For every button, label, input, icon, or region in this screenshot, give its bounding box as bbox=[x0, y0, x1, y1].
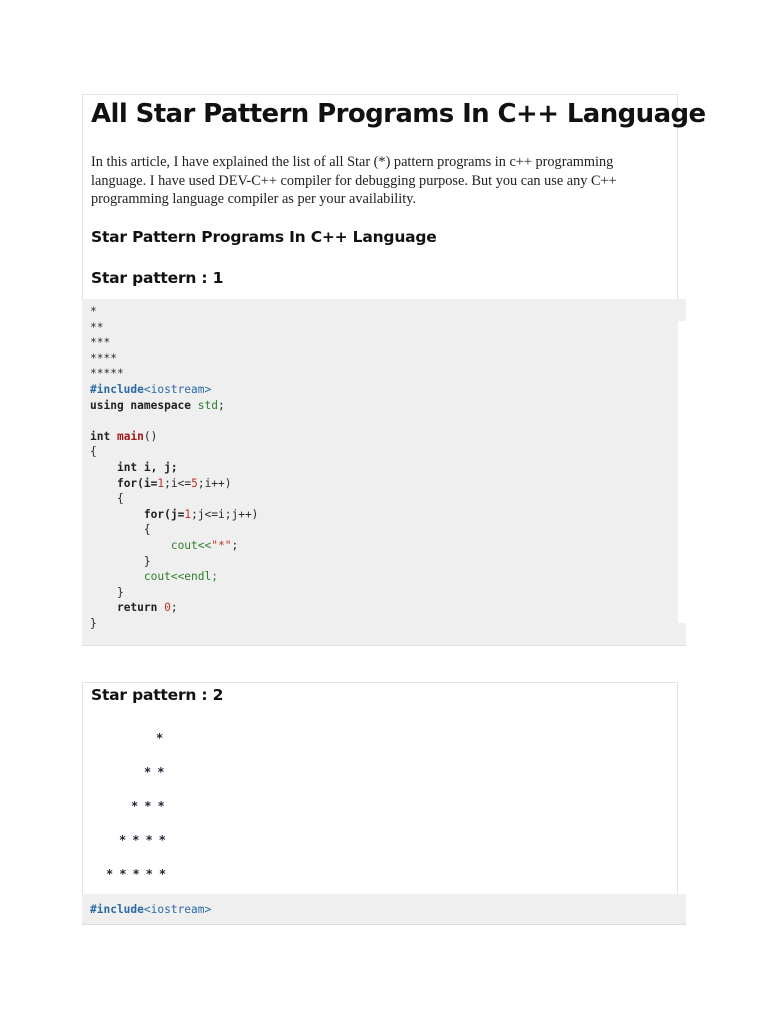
output-line: ***** bbox=[90, 367, 124, 381]
return-value: 0 bbox=[164, 601, 171, 615]
output-line: ** bbox=[90, 320, 104, 334]
for-outer-n1: 1 bbox=[157, 476, 165, 490]
for-inner-b: ;j<=i;j++) bbox=[191, 507, 259, 521]
star-row: **** bbox=[119, 833, 172, 847]
declaration: int i, j; bbox=[116, 460, 178, 474]
cout-end: ; bbox=[231, 538, 239, 552]
for-outer-a: for(i= bbox=[116, 476, 158, 490]
for-outer-b: ;i<= bbox=[164, 476, 192, 490]
namespace-std: std bbox=[197, 398, 218, 412]
star-row: * bbox=[156, 731, 170, 745]
for-outer-n2: 5 bbox=[191, 476, 198, 490]
star-row: ***** bbox=[106, 867, 173, 881]
code-listing-pattern2 bbox=[90, 902, 211, 918]
inner2-open-brace: { bbox=[143, 523, 151, 537]
pattern2-heading: Star pattern : 2 bbox=[91, 686, 224, 704]
pattern1-heading: Star pattern : 1 bbox=[91, 269, 224, 287]
main-function: main bbox=[116, 429, 144, 443]
main-paren: () bbox=[143, 429, 158, 443]
cout-string: "*" bbox=[211, 538, 232, 552]
include-header: <iostream> bbox=[143, 382, 212, 396]
output-line: *** bbox=[90, 336, 111, 350]
star-row: *** bbox=[131, 799, 171, 813]
inner2-close-brace: } bbox=[143, 554, 151, 568]
for-outer-c: ;i++) bbox=[197, 476, 232, 490]
cout-stmt: cout<< bbox=[170, 538, 212, 552]
pattern2-output-image bbox=[83, 683, 677, 894]
article-title: All Star Pattern Programs In C++ Language bbox=[91, 99, 706, 129]
code-block-pattern1[interactable] bbox=[82, 299, 686, 646]
article-intro: In this article, I have explained the list of all Star (*) pattern programs in c++ programming language. I have used DEV-C++ compiler for debugging purpose. But you can use any C++ programming language compiler as per your availability. bbox=[91, 154, 617, 207]
include-header: <iostream> bbox=[143, 903, 212, 916]
close-brace: } bbox=[90, 616, 97, 630]
code-block-pattern2[interactable] bbox=[82, 894, 686, 925]
return-keyword: return bbox=[116, 601, 165, 615]
code-block-scroll-edge bbox=[678, 321, 686, 623]
for-inner-a: for(j= bbox=[143, 507, 185, 521]
pattern2-card bbox=[82, 682, 678, 894]
for-inner-n1: 1 bbox=[184, 507, 192, 521]
code-listing-pattern1 bbox=[90, 304, 258, 631]
output-line: * bbox=[90, 305, 97, 318]
include-directive: #include bbox=[90, 382, 144, 396]
inner-open-brace: { bbox=[116, 492, 124, 506]
article-header-card bbox=[82, 94, 706, 299]
inner-close-brace: } bbox=[116, 585, 124, 599]
using-end: ; bbox=[218, 398, 225, 412]
return-end: ; bbox=[170, 601, 178, 615]
int-keyword: int bbox=[90, 429, 111, 443]
endl-stmt: cout<<endl; bbox=[143, 570, 218, 584]
output-line: **** bbox=[90, 351, 117, 365]
using-keyword: using namespace bbox=[90, 398, 198, 412]
section-heading: Star Pattern Programs In C++ Language bbox=[91, 228, 437, 246]
open-brace: { bbox=[90, 445, 97, 459]
include-directive: #include bbox=[90, 903, 144, 916]
star-row: ** bbox=[144, 765, 171, 779]
